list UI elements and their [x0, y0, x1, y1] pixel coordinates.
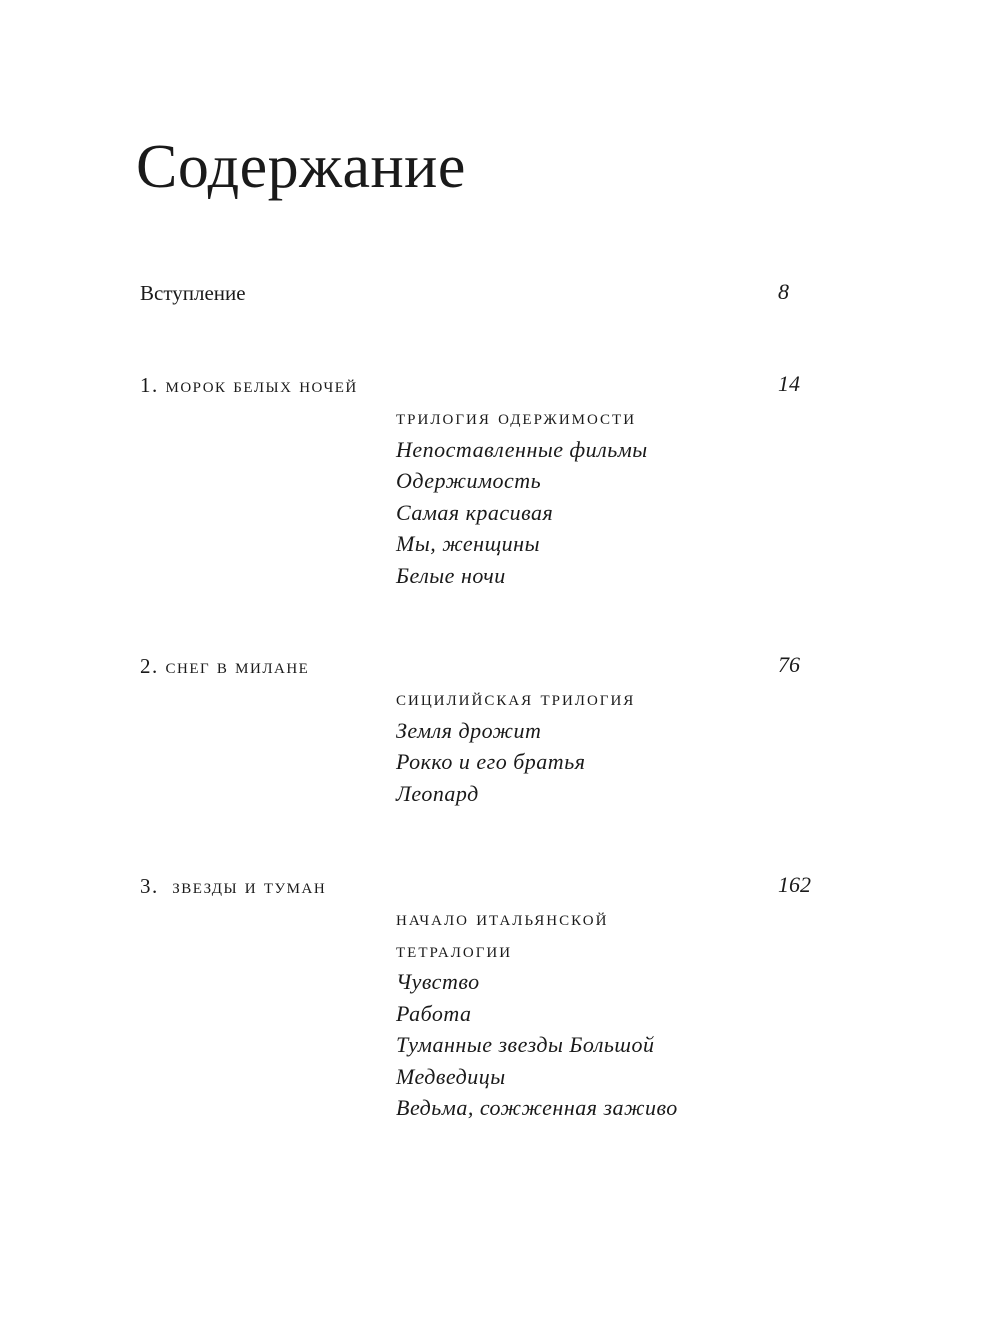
toc-sub-item[interactable]: Чувство	[396, 969, 480, 994]
toc-sub-item[interactable]: Ведьма, сожженная заживо	[396, 1095, 678, 1120]
subsection-heading: сицилийская трилогия	[396, 686, 636, 710]
toc-sub-item[interactable]: Белые ночи	[396, 562, 506, 588]
toc-sub-item[interactable]: Туманные звезды Большой	[396, 1032, 655, 1057]
toc-entry-chapter-2[interactable]: 2. снег в милане	[140, 654, 310, 678]
toc-sub-item[interactable]: Непоставленные фильмы	[396, 436, 648, 462]
toc-sub-item[interactable]: Рокко и его братья	[396, 749, 586, 774]
page-number-chapter-2: 76	[778, 652, 800, 677]
chapter-3-subsection	[396, 903, 816, 1124]
subsection-heading: тетралогии	[396, 937, 513, 962]
chapter-2-subsection	[396, 683, 816, 809]
toc-entry-chapter-1[interactable]: 1. морок белых ночей	[140, 373, 358, 397]
page-number-chapter-3: 162	[778, 872, 811, 897]
chapter-1-subsection	[396, 402, 816, 591]
toc-entry-intro[interactable]: Вступление	[140, 281, 246, 305]
toc-sub-item[interactable]: Леопард	[396, 780, 479, 806]
subsection-heading: начало итальянской	[396, 906, 609, 930]
toc-sub-item[interactable]: Земля дрожит	[396, 717, 542, 743]
subsection-heading: трилогия одержимости	[396, 405, 637, 429]
toc-sub-item[interactable]: Одержимость	[396, 468, 542, 493]
toc-sub-item[interactable]: Медведицы	[396, 1063, 506, 1089]
page-number-chapter-1: 14	[778, 371, 800, 396]
toc-sub-item[interactable]: Мы, женщины	[396, 531, 540, 556]
page-title: Содержание	[136, 133, 466, 201]
toc-entry-chapter-3[interactable]: 3. звезды и туман	[140, 874, 327, 898]
toc-sub-item[interactable]: Самая красивая	[396, 499, 554, 525]
toc-sub-item[interactable]: Работа	[396, 1000, 472, 1026]
page-number-intro: 8	[778, 279, 789, 304]
